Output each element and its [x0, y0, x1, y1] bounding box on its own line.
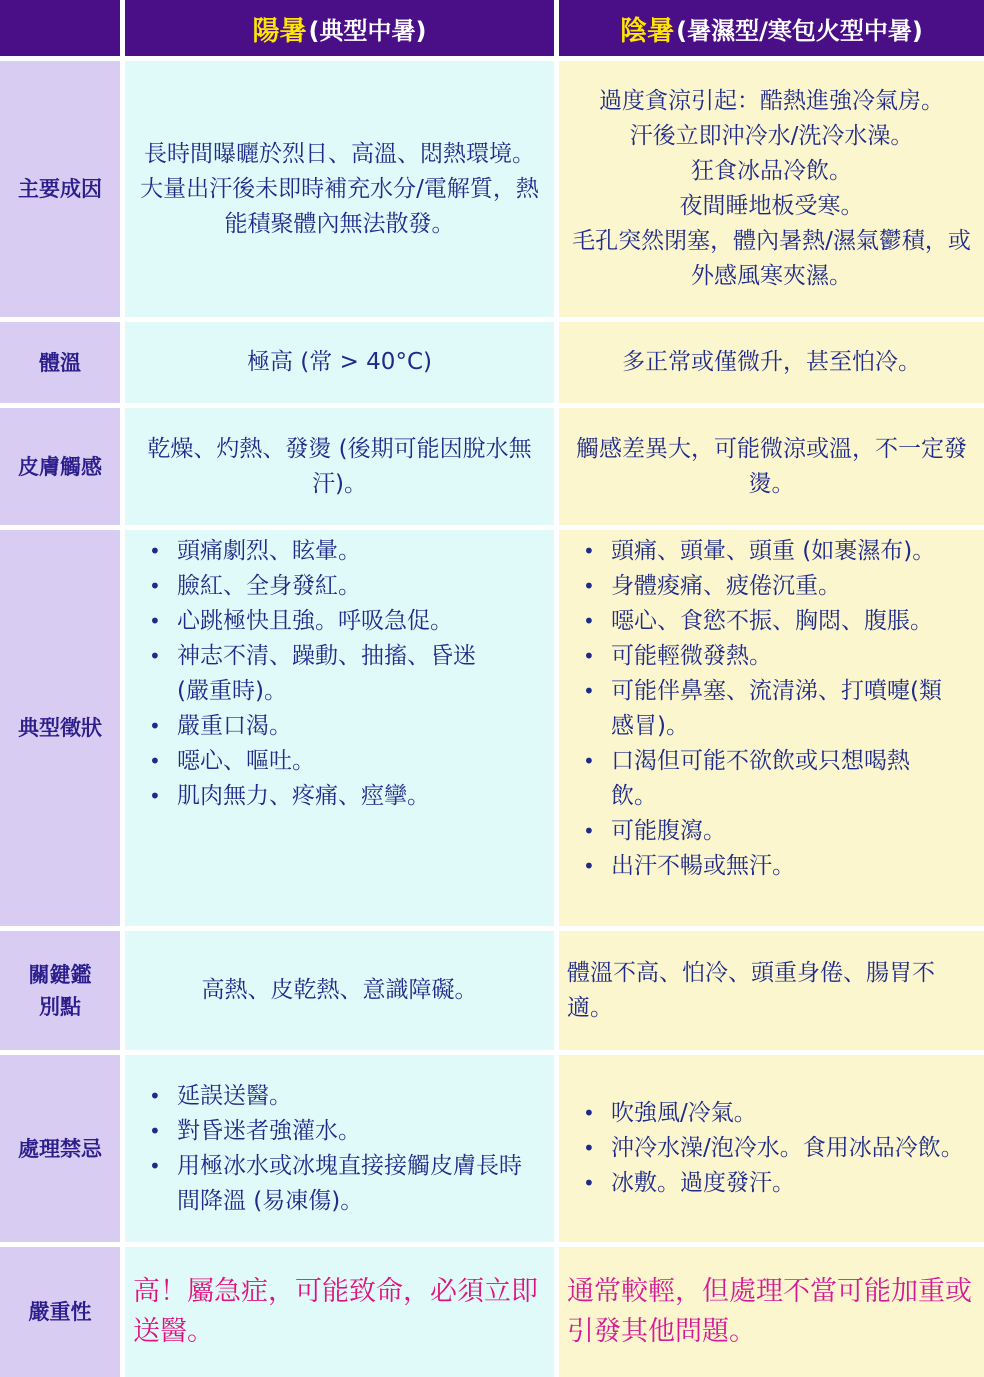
severity-yang-text: 高！屬急症，可能致命，必須立即送醫。	[133, 1276, 538, 1347]
list-item: • 噁心、食慾不振、胸悶、腹脹。	[611, 604, 970, 639]
list-item: • 嚴重口渴。	[177, 709, 542, 744]
cause-yin-line-2: 汗後立即沖冷水/洗冷水澡。	[629, 123, 914, 149]
list-item: • 肌肉無力、疼痛、痙攣。	[177, 779, 542, 814]
list-item: • 可能腹瀉。	[611, 814, 970, 849]
cause-yin-line-1: 過度貪涼引起：酷熱進強冷氣房。	[599, 88, 944, 114]
list-item: • 頭痛劇烈、眩暈。	[177, 534, 542, 569]
row-label-symptoms: 典型徵狀	[0, 530, 120, 926]
cause-yin-line-4: 夜間睡地板受寒。	[679, 193, 864, 219]
taboo-yang-list	[125, 1079, 542, 1219]
header-yin	[559, 0, 984, 56]
yin-title: 陰暑	[620, 15, 675, 47]
header-yang	[125, 0, 554, 56]
row-label-skin: 皮膚觸感	[0, 408, 120, 525]
cause-yin-line-5: 毛孔突然閉塞，體內暑熱/濕氣鬱積，或外感風寒夾濕。	[572, 228, 971, 289]
list-item: • 吹強風/冷氣。	[611, 1096, 964, 1131]
skin-yin	[559, 408, 984, 525]
list-item: • 延誤送醫。	[177, 1079, 542, 1114]
severity-yin-text: 通常較輕，但處理不當可能加重或引發其他問題。	[567, 1276, 972, 1347]
list-item: • 口渴但可能不欲飲或只想喝熱飲。	[611, 744, 970, 814]
yang-subtitle: (典型中暑)	[308, 16, 427, 45]
cause-yin-line-3: 狂食冰品冷飲。	[691, 158, 852, 184]
temp-yin-text: 多正常或僅微升，甚至怕冷。	[622, 349, 921, 375]
row-label-severity: 嚴重性	[0, 1247, 120, 1377]
severity-yang	[125, 1247, 554, 1377]
skin-yang	[125, 408, 554, 525]
symptoms-yin-list	[559, 534, 970, 884]
taboo-yang	[125, 1055, 554, 1242]
list-item: • 用極冰水或冰塊直接接觸皮膚長時間降溫 (易凍傷)。	[177, 1149, 542, 1219]
list-item: • 冰敷。過度發汗。	[611, 1166, 964, 1201]
symptoms-yin	[559, 530, 984, 926]
list-item: • 神志不清、躁動、抽搐、昏迷(嚴重時)。	[177, 639, 542, 709]
key-yin-text: 體溫不高、怕冷、頭重身倦、腸胃不適。	[567, 959, 935, 1021]
key-yang-text: 高熱、皮乾熱、意識障礙。	[201, 977, 478, 1003]
row-label-temp: 體溫	[0, 322, 120, 403]
symptoms-yang-list	[125, 534, 542, 814]
key-yin	[559, 931, 984, 1050]
yang-title: 陽暑	[252, 15, 307, 47]
symptoms-yang	[125, 530, 554, 926]
cause-yang-line-1: 長時間曝曬於烈日、高溫、悶熱環境。	[144, 140, 535, 167]
temp-yin	[559, 322, 984, 403]
severity-yin	[559, 1247, 984, 1377]
cause-yang-line-2: 大量出汗後未即時補充水分/電解質，熱能積聚體內無法散發。	[140, 175, 539, 237]
row-label-cause: 主要成因	[0, 61, 120, 317]
list-item: • 身體痠痛、疲倦沉重。	[611, 569, 970, 604]
list-item: • 頭痛、頭暈、頭重 (如裹濕布)。	[611, 534, 970, 569]
temp-yang	[125, 322, 554, 403]
list-item: • 臉紅、全身發紅。	[177, 569, 542, 604]
list-item: • 可能輕微發熱。	[611, 639, 970, 674]
list-item: • 出汗不暢或無汗。	[611, 849, 970, 884]
row-label-key	[0, 931, 120, 1050]
list-item: • 可能伴鼻塞、流清涕、打噴嚏(類感冒)。	[611, 674, 970, 744]
temp-yang-text: 極高 (常 > 40°C)	[247, 349, 432, 375]
list-item: • 沖冷水澡/泡冷水。食用冰品冷飲。	[611, 1131, 964, 1166]
header-corner	[0, 0, 120, 56]
list-item: • 心跳極快且強。呼吸急促。	[177, 604, 542, 639]
list-item: • 對昏迷者強灌水。	[177, 1114, 542, 1149]
key-yang	[125, 931, 554, 1050]
skin-yin-text: 觸感差異大，可能微涼或溫，不一定發燙。	[576, 435, 967, 497]
list-item: • 噁心、嘔吐。	[177, 744, 542, 779]
taboo-yin	[559, 1055, 984, 1242]
row-label-taboo: 處理禁忌	[0, 1055, 120, 1242]
yin-subtitle: (暑濕型/寒包火型中暑)	[676, 16, 923, 45]
row-label-key-text: 關鍵鑑別點	[28, 962, 92, 1019]
taboo-yin-list	[559, 1096, 964, 1201]
cause-yang	[125, 61, 554, 317]
cause-yin	[559, 61, 984, 317]
skin-yang-text: 乾燥、灼熱、發燙 (後期可能因脫水無汗)。	[147, 435, 532, 497]
